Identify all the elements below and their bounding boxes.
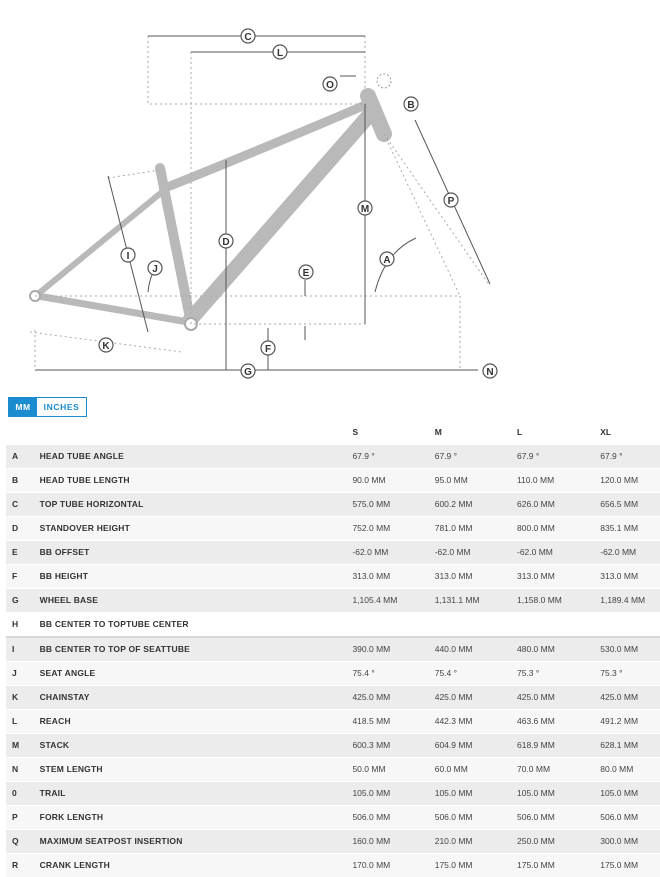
svg-text:G: G <box>244 367 252 378</box>
reference-lines <box>30 36 490 370</box>
value-xl: 80.0 MM <box>600 758 660 782</box>
label-bubble-m <box>358 201 372 215</box>
svg-text:E: E <box>303 268 310 279</box>
svg-text:A: A <box>383 255 390 266</box>
value-m: 506.0 MM <box>435 806 517 830</box>
label-bubble-b <box>404 97 418 111</box>
table-row <box>6 854 660 877</box>
svg-text:I: I <box>127 251 130 262</box>
value-xl: 628.1 MM <box>600 734 660 758</box>
svg-text:B: B <box>407 100 414 111</box>
value-s: 90.0 MM <box>352 469 434 493</box>
row-label: FORK LENGTH <box>40 806 353 830</box>
row-code: 0 <box>6 782 40 806</box>
label-bubble-d <box>219 234 233 248</box>
table-row <box>6 589 660 613</box>
value-xl: 300.0 MM <box>600 830 660 854</box>
value-s <box>352 613 434 638</box>
table-row <box>6 806 660 830</box>
value-m: 95.0 MM <box>435 469 517 493</box>
row-label: BB CENTER TO TOP OF SEATTUBE <box>40 637 353 662</box>
row-code: P <box>6 806 40 830</box>
value-s: 1,105.4 MM <box>352 589 434 613</box>
value-s: 67.9 ° <box>352 445 434 469</box>
row-code: E <box>6 541 40 565</box>
row-label: STACK <box>40 734 353 758</box>
table-header-row <box>6 421 660 445</box>
head-tube <box>368 96 384 134</box>
value-xl: -62.0 MM <box>600 541 660 565</box>
label-bubble-j <box>148 261 162 275</box>
column-header-s: S <box>352 421 434 445</box>
row-code: M <box>6 734 40 758</box>
row-label: TOP TUBE HORIZONTAL <box>40 493 353 517</box>
value-xl: 120.0 MM <box>600 469 660 493</box>
value-s: 160.0 MM <box>352 830 434 854</box>
table-row <box>6 517 660 541</box>
value-l: 70.0 MM <box>517 758 600 782</box>
row-code: F <box>6 565 40 589</box>
column-header-l: L <box>517 421 600 445</box>
table-row <box>6 734 660 758</box>
label-bubble-n <box>323 77 337 91</box>
row-label: REACH <box>40 710 353 734</box>
value-m: -62.0 MM <box>435 541 517 565</box>
value-l: 480.0 MM <box>517 637 600 662</box>
chainstay <box>38 296 188 322</box>
row-label: STEM LENGTH <box>40 758 353 782</box>
value-m: 105.0 MM <box>435 782 517 806</box>
row-code: L <box>6 710 40 734</box>
table-row <box>6 493 660 517</box>
value-s: 575.0 MM <box>352 493 434 517</box>
value-xl: 835.1 MM <box>600 517 660 541</box>
row-code: B <box>6 469 40 493</box>
svg-text:O: O <box>326 80 334 91</box>
table-row <box>6 710 660 734</box>
svg-text:K: K <box>102 341 110 352</box>
row-code: I <box>6 637 40 662</box>
value-m: 313.0 MM <box>435 565 517 589</box>
table-row <box>6 565 660 589</box>
row-code: C <box>6 493 40 517</box>
value-xl: 491.2 MM <box>600 710 660 734</box>
value-m <box>435 613 517 638</box>
value-xl: 67.9 ° <box>600 445 660 469</box>
row-code: A <box>6 445 40 469</box>
value-m: 440.0 MM <box>435 637 517 662</box>
value-s: 390.0 MM <box>352 637 434 662</box>
value-m: 425.0 MM <box>435 686 517 710</box>
svg-text:C: C <box>244 32 251 43</box>
stem-end-circle <box>377 74 391 88</box>
value-s: 506.0 MM <box>352 806 434 830</box>
table-row <box>6 469 660 493</box>
row-label: CRANK LENGTH <box>40 854 353 877</box>
svg-text:N: N <box>486 367 493 378</box>
row-code: J <box>6 662 40 686</box>
table-row <box>6 662 660 686</box>
value-xl: 530.0 MM <box>600 637 660 662</box>
value-xl: 1,189.4 MM <box>600 589 660 613</box>
table-row <box>6 782 660 806</box>
value-l <box>517 613 600 638</box>
unit-mm-button[interactable]: MM <box>9 398 37 416</box>
value-m: 604.9 MM <box>435 734 517 758</box>
row-label: SEAT ANGLE <box>40 662 353 686</box>
svg-text:P: P <box>448 196 455 207</box>
value-l: 75.3 ° <box>517 662 600 686</box>
unit-toggle <box>8 397 87 417</box>
svg-text:M: M <box>361 204 369 215</box>
value-s: 50.0 MM <box>352 758 434 782</box>
svg-text:F: F <box>265 344 271 355</box>
unit-inches-button[interactable]: INCHES <box>37 398 86 416</box>
label-bubble-k <box>99 338 113 352</box>
geometry-diagram <box>0 0 660 380</box>
value-l: 175.0 MM <box>517 854 600 877</box>
row-label: BB OFFSET <box>40 541 353 565</box>
row-code: K <box>6 686 40 710</box>
row-label: HEAD TUBE LENGTH <box>40 469 353 493</box>
geometry-table <box>6 421 660 877</box>
value-m: 442.3 MM <box>435 710 517 734</box>
label-bubble-f <box>261 341 275 355</box>
value-xl: 175.0 MM <box>600 854 660 877</box>
value-m: 60.0 MM <box>435 758 517 782</box>
value-s: 170.0 MM <box>352 854 434 877</box>
label-bubble-l <box>273 45 287 59</box>
row-code: Q <box>6 830 40 854</box>
label-bubble-o <box>483 364 497 378</box>
column-header-xl: XL <box>600 421 660 445</box>
label-bubble-p <box>444 193 458 207</box>
row-code: G <box>6 589 40 613</box>
dimension-lines <box>35 36 490 370</box>
value-l: 1,158.0 MM <box>517 589 600 613</box>
value-m: 210.0 MM <box>435 830 517 854</box>
row-label: CHAINSTAY <box>40 686 353 710</box>
value-l: 250.0 MM <box>517 830 600 854</box>
value-l: 626.0 MM <box>517 493 600 517</box>
value-s: -62.0 MM <box>352 541 434 565</box>
svg-text:D: D <box>222 237 229 248</box>
value-m: 75.4 ° <box>435 662 517 686</box>
value-s: 418.5 MM <box>352 710 434 734</box>
row-code: N <box>6 758 40 782</box>
label-bubble-e <box>299 265 313 279</box>
table-row <box>6 445 660 469</box>
value-xl: 105.0 MM <box>600 782 660 806</box>
row-code: R <box>6 854 40 877</box>
value-m: 781.0 MM <box>435 517 517 541</box>
row-label: MAXIMUM SEATPOST INSERTION <box>40 830 353 854</box>
value-s: 752.0 MM <box>352 517 434 541</box>
value-l: 67.9 ° <box>517 445 600 469</box>
label-bubble-i <box>121 248 135 262</box>
table-row <box>6 637 660 662</box>
row-label: TRAIL <box>40 782 353 806</box>
table-row <box>6 830 660 854</box>
row-code: H <box>6 613 40 638</box>
value-s: 105.0 MM <box>352 782 434 806</box>
seatstay <box>38 192 162 294</box>
value-l: 105.0 MM <box>517 782 600 806</box>
label-bubble-a <box>380 252 394 266</box>
value-s: 75.4 ° <box>352 662 434 686</box>
svg-text:J: J <box>152 264 158 275</box>
value-s: 425.0 MM <box>352 686 434 710</box>
table-body <box>6 445 660 877</box>
svg-text:L: L <box>277 48 283 59</box>
value-m: 600.2 MM <box>435 493 517 517</box>
row-label: WHEEL BASE <box>40 589 353 613</box>
value-l: 618.9 MM <box>517 734 600 758</box>
value-xl: 425.0 MM <box>600 686 660 710</box>
frame-geometry-svg <box>0 0 660 380</box>
value-xl: 506.0 MM <box>600 806 660 830</box>
bike-frame <box>38 96 384 322</box>
row-label: BB HEIGHT <box>40 565 353 589</box>
value-s: 600.3 MM <box>352 734 434 758</box>
row-label: STANDOVER HEIGHT <box>40 517 353 541</box>
value-l: 506.0 MM <box>517 806 600 830</box>
table-row <box>6 613 660 638</box>
column-header-m: M <box>435 421 517 445</box>
table-row <box>6 758 660 782</box>
value-l: -62.0 MM <box>517 541 600 565</box>
value-xl <box>600 613 660 638</box>
value-l: 425.0 MM <box>517 686 600 710</box>
row-label: HEAD TUBE ANGLE <box>40 445 353 469</box>
value-xl: 313.0 MM <box>600 565 660 589</box>
row-code: D <box>6 517 40 541</box>
row-label: BB CENTER TO TOPTUBE CENTER <box>40 613 353 638</box>
value-m: 1,131.1 MM <box>435 589 517 613</box>
label-bubble-c <box>241 29 255 43</box>
table-row <box>6 541 660 565</box>
label-bubble-g <box>241 364 255 378</box>
table-row <box>6 686 660 710</box>
value-l: 463.6 MM <box>517 710 600 734</box>
value-xl: 656.5 MM <box>600 493 660 517</box>
value-s: 313.0 MM <box>352 565 434 589</box>
value-l: 110.0 MM <box>517 469 600 493</box>
value-m: 175.0 MM <box>435 854 517 877</box>
value-l: 800.0 MM <box>517 517 600 541</box>
value-l: 313.0 MM <box>517 565 600 589</box>
value-xl: 75.3 ° <box>600 662 660 686</box>
value-m: 67.9 ° <box>435 445 517 469</box>
